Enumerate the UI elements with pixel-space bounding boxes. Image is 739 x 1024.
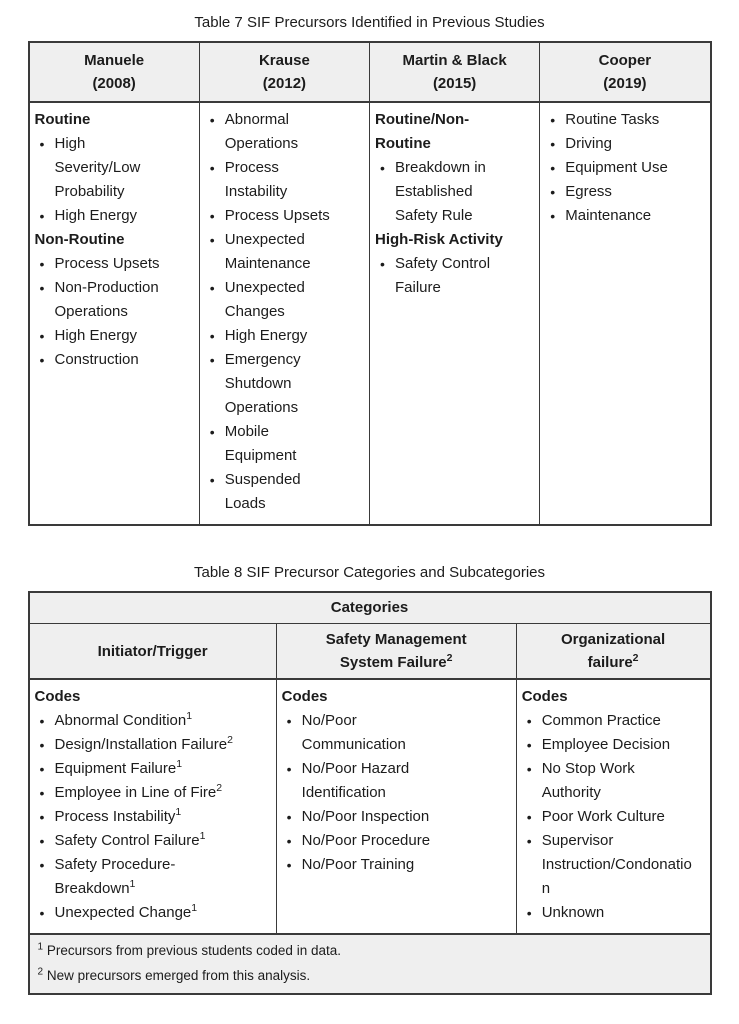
table7-header-martin-black <box>369 43 539 101</box>
bullet-icon: • <box>286 761 292 777</box>
table8-header-row <box>30 624 710 680</box>
list-item <box>522 901 700 925</box>
list-item <box>522 805 700 829</box>
table7-body-krause <box>199 103 369 524</box>
superscript: 1 <box>129 878 136 890</box>
list-item-text: No/⁠Poor Inspection <box>301 808 430 825</box>
superscript: 1 <box>176 758 183 770</box>
codes-heading: Codes <box>34 688 81 705</box>
table7-body-row <box>30 103 710 524</box>
list-item-text: No/⁠Poor Hazard Identification <box>301 760 410 801</box>
bullet-icon: • <box>209 472 215 488</box>
list-item-text: No/⁠Poor Procedure <box>301 832 431 849</box>
codes-heading: Codes <box>521 688 568 705</box>
list-item-text: High Energy <box>54 327 138 344</box>
header-year: (2008) <box>92 75 136 92</box>
bullet-icon: • <box>526 905 532 921</box>
header-label-line2: failure$^2$ <box>587 652 639 671</box>
bullet-icon: • <box>209 208 215 224</box>
bullet-icon: • <box>209 424 215 440</box>
list-item-text: Abnormal Condition$^1$ <box>54 710 193 729</box>
list-item-text: No/⁠Poor Training <box>301 856 415 873</box>
bullet-icon: • <box>39 256 45 272</box>
bullet-icon: • <box>209 160 215 176</box>
footnote-1-marker: 1 <box>37 941 44 953</box>
superscript: 1 <box>186 710 193 722</box>
bullet-icon: • <box>286 809 292 825</box>
list-item-text: Unexpected Maintenance <box>224 231 311 272</box>
list-item-text: Routine Tasks <box>565 111 660 128</box>
table7 <box>28 41 712 526</box>
list-item <box>205 468 359 516</box>
list-item-text: Maintenance <box>565 207 652 224</box>
bullet-icon: • <box>209 280 215 296</box>
header-label: Organizational <box>560 631 666 648</box>
list-item <box>35 276 189 324</box>
bullet-icon: • <box>39 713 45 729</box>
bullet-icon: • <box>526 761 532 777</box>
list-item-text: Safety Control Failure$^1$ <box>54 830 206 849</box>
list-item <box>35 757 266 781</box>
bullet-icon: • <box>39 737 45 753</box>
table8-body-safety-management-system-failure <box>276 680 516 933</box>
list-item <box>35 805 266 829</box>
footnote-2-marker: 2 <box>37 966 44 978</box>
table8-body-row <box>30 680 710 935</box>
list-item-text: Equipment Use <box>565 159 668 176</box>
bullet-icon: • <box>526 833 532 849</box>
list-item-text: Common Practice <box>541 712 661 729</box>
codes-heading: Codes <box>281 688 328 705</box>
table8-header-initiator-trigger <box>30 624 276 678</box>
list-item <box>205 156 359 204</box>
list-item-text: Process Instability <box>224 159 288 200</box>
list-item <box>375 252 529 300</box>
list-item-text: Employee in Line of Fire$^2$ <box>54 782 223 801</box>
list-item-text: Driving <box>565 135 612 152</box>
superscript: 2 <box>216 782 223 794</box>
codes-list <box>282 709 506 877</box>
bullet-icon: • <box>526 713 532 729</box>
header-author: Cooper <box>598 52 652 69</box>
list-item <box>522 709 700 733</box>
superscript: 2 <box>632 652 639 664</box>
header-author: Manuele <box>84 52 145 69</box>
list-item <box>545 156 699 180</box>
list-item <box>282 757 506 805</box>
cell-heading: Non-Routine <box>34 231 125 248</box>
list-item-text: Breakdown in Established Safety Rule <box>395 159 486 224</box>
codes-list <box>522 709 700 925</box>
table8-body-initiator-trigger <box>30 680 276 933</box>
header-year: (2015) <box>432 75 477 92</box>
list-item-text: Suspended Loads <box>224 471 301 512</box>
list-item <box>35 324 189 348</box>
list-item <box>205 324 359 348</box>
list-item-text: High Energy <box>54 207 138 224</box>
table8-header-safety-management-system-failure <box>276 624 516 678</box>
bullet-icon: • <box>39 208 45 224</box>
bullet-icon: • <box>380 160 385 176</box>
bullet-icon: • <box>209 112 215 128</box>
list-item-text: Safety Control Failure <box>395 255 491 296</box>
list-item <box>205 108 359 156</box>
bullet-icon: • <box>39 280 45 296</box>
list-item <box>35 204 189 228</box>
list-item <box>545 204 699 228</box>
list-item <box>35 829 266 853</box>
list-item-text: Mobile Equipment <box>224 423 297 464</box>
list-item-text: Poor Work Culture <box>541 808 665 825</box>
cell-heading: Routine/⁠Non-Routine <box>375 111 470 152</box>
list-item <box>35 252 189 276</box>
bullet-icon: • <box>39 328 45 344</box>
bullet-icon: • <box>39 785 45 801</box>
list-item-text: Emergency Shutdown Operations <box>224 351 301 416</box>
footnote-2-text: New precursors emerged from this analysis. <box>46 968 311 983</box>
list-item-text: Construction <box>54 351 139 368</box>
list-item <box>205 420 359 468</box>
bullet-icon: • <box>209 232 215 248</box>
bullet-icon: • <box>39 352 45 368</box>
list-item <box>205 204 359 228</box>
list-item <box>205 348 359 420</box>
footnote-1 <box>38 938 700 963</box>
list-item-text: Abnormal Operations <box>224 111 299 152</box>
list-item <box>282 853 506 877</box>
list-item <box>282 805 506 829</box>
list-item-text: High Energy <box>224 327 308 344</box>
codes-list <box>35 709 266 925</box>
header-label: Safety Management <box>325 631 467 648</box>
bullet-icon: • <box>39 905 45 921</box>
list-item-text: Design/⁠Installation Failure$^2$ <box>54 734 233 753</box>
table7-body-manuele <box>30 103 199 524</box>
table7-header-krause <box>199 43 369 101</box>
list-item <box>35 733 266 757</box>
list-item <box>35 132 189 204</box>
list-item <box>282 829 506 853</box>
bullet-icon: • <box>39 809 45 825</box>
table7-header-manuele <box>30 43 199 101</box>
table8 <box>28 591 712 995</box>
table7-header-row <box>30 43 710 103</box>
header-label-line2: System Failure$^2$ <box>339 652 453 671</box>
list-item-text: Supervisor Instruction/⁠Condonation <box>541 832 692 897</box>
superscript: 1 <box>191 902 198 914</box>
list-item-text: Process Instability$^1$ <box>54 806 182 825</box>
table8-header-organizational-failure <box>516 624 710 678</box>
header-author: Krause <box>258 52 310 69</box>
header-year: (2012) <box>262 75 307 92</box>
bullet-icon: • <box>286 833 292 849</box>
bullet-icon: • <box>39 857 45 873</box>
list-item <box>205 276 359 324</box>
bullet-icon: • <box>550 160 556 176</box>
list-item-text: High Severity/⁠Low Probability <box>54 135 141 200</box>
bullet-icon: • <box>550 136 556 152</box>
list-item <box>205 228 359 276</box>
bullet-icon: • <box>380 256 385 272</box>
bullet-icon: • <box>286 857 292 873</box>
list-item <box>35 781 266 805</box>
bullet-icon: • <box>209 352 215 368</box>
bullet-icon: • <box>526 809 532 825</box>
list-item <box>522 829 700 901</box>
list-item <box>375 156 529 228</box>
list-item-text: Unexpected Change$^1$ <box>54 902 198 921</box>
list-item-text: Employee Decision <box>541 736 671 753</box>
list-item <box>545 180 699 204</box>
cell-heading: Routine <box>34 111 91 128</box>
table7-title: Table 7 SIF Precursors Identified in Previous Studies <box>194 14 545 31</box>
list-item-text: No Stop Work Authority <box>541 760 635 801</box>
bullet-icon: • <box>39 761 45 777</box>
list-item-text: Process Upsets <box>224 207 330 224</box>
list-item <box>35 348 189 372</box>
list-item-text: Equipment Failure$^1$ <box>54 758 183 777</box>
list-item-text: Unknown <box>541 904 605 921</box>
bullet-icon: • <box>39 136 45 152</box>
list-item-text: No/⁠Poor Communication <box>301 712 406 753</box>
list-item <box>35 853 266 901</box>
list-item-text: Non-Production Operations <box>54 279 159 320</box>
bullet-icon: • <box>39 833 45 849</box>
list-item-text: Egress <box>565 183 612 200</box>
bullet-icon: • <box>550 208 556 224</box>
table8-categories-header: Categories <box>30 593 710 624</box>
table8-body-organizational-failure <box>516 680 710 933</box>
list-item <box>545 132 699 156</box>
list-item <box>282 709 506 757</box>
bullet-icon: • <box>209 328 215 344</box>
table8-footnotes <box>30 935 710 993</box>
bullet-icon: • <box>550 112 556 128</box>
superscript: 2 <box>227 734 233 746</box>
list-item-text: Safety Procedure-Breakdown$^1$ <box>54 856 176 897</box>
superscript: 1 <box>199 830 206 842</box>
list-item-text: Process Upsets <box>54 255 160 272</box>
footnote-1-text: Precursors from previous students coded in data. <box>46 943 341 958</box>
cell-heading: High-Risk Activity <box>375 231 503 248</box>
list-item-text: Unexpected Changes <box>224 279 305 320</box>
header-author: Martin & Black <box>402 52 507 69</box>
bullet-icon: • <box>550 184 556 200</box>
list-item <box>545 108 699 132</box>
header-year: (2019) <box>603 75 647 92</box>
table8-title: Table 8 SIF Precursor Categories and Subcategories <box>193 564 546 581</box>
header-label: Initiator/Trigger <box>97 642 208 660</box>
table7-body-martin-black <box>369 103 539 524</box>
table7-body-cooper <box>539 103 709 524</box>
list-item <box>522 733 700 757</box>
superscript: 2 <box>446 652 453 664</box>
list-item <box>35 709 266 733</box>
bullet-icon: • <box>286 713 292 729</box>
superscript: 1 <box>175 806 182 818</box>
bullet-icon: • <box>526 737 532 753</box>
list-item <box>522 757 700 805</box>
list-item <box>35 901 266 925</box>
footnote-2 <box>38 963 700 988</box>
table7-header-cooper <box>539 43 709 101</box>
document-page <box>28 0 712 995</box>
